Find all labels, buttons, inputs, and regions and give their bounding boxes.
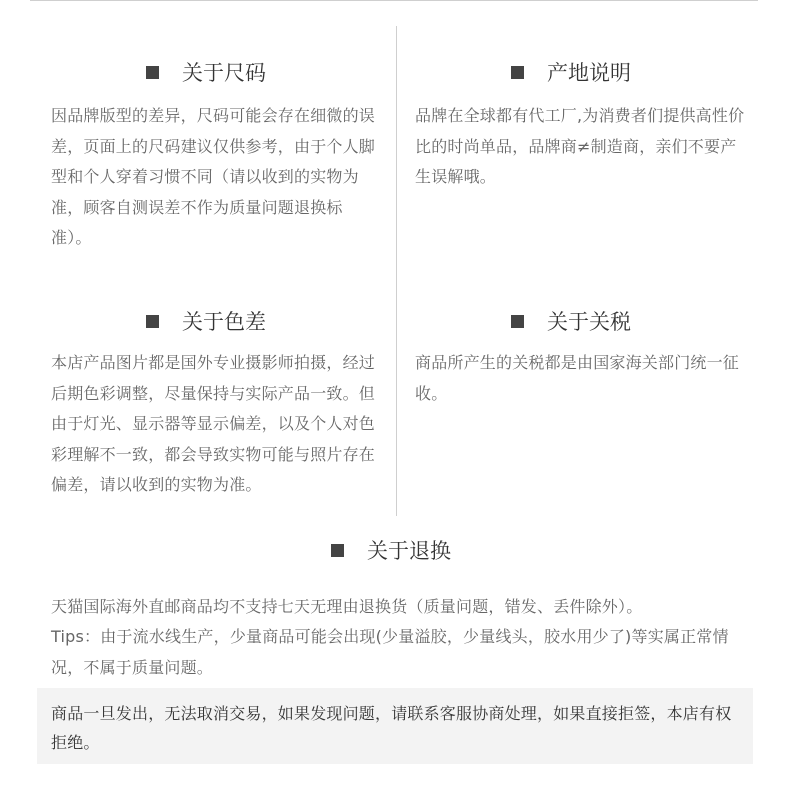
tax-text: 商品所产生的关税都是由国家海关部门统一征收。 <box>415 353 740 403</box>
square-bullet-icon <box>331 544 344 557</box>
notice-text: 商品一旦发出，无法取消交易，如果发现问题，请联系客服协商处理，如果直接拒签，本店有权拒绝。 <box>51 704 732 752</box>
tax-title: 关于关税 <box>547 310 631 334</box>
tax-heading <box>511 306 631 336</box>
top-divider <box>30 0 758 1</box>
origin-text: 品牌在全球都有代工厂,为消费者们提供高性价比的时尚单品，品牌商≠制造商，亲们不要产生误解哦。 <box>415 106 745 186</box>
color-title: 关于色差 <box>182 310 266 334</box>
color-heading <box>146 306 266 336</box>
returns-title: 关于退换 <box>367 539 451 563</box>
size-title: 关于尺码 <box>182 61 266 85</box>
size-text: 因品牌版型的差异，尺码可能会存在细微的误差，页面上的尺码建议仅供参考，由于个人脚型和个人穿着习惯不同（请以收到的实物为准，顾客自测误差不作为质量问题退换标准）。 <box>51 106 376 247</box>
returns-text: 天猫国际海外直邮商品均不支持七天无理由退换货（质量问题，错发、丢件除外）。 <box>51 597 643 616</box>
square-bullet-icon <box>146 315 159 328</box>
origin-title: 产地说明 <box>547 61 631 85</box>
size-heading <box>146 57 266 87</box>
returns-tips: Tips：由于流水线生产，少量商品可能会出现(少量溢胶，少量线头，胶水用少了)等实属正常情况，不属于质量问题。 <box>51 627 729 677</box>
column-divider <box>396 26 397 516</box>
origin-heading <box>511 57 631 87</box>
notice-box <box>37 688 753 764</box>
square-bullet-icon <box>511 66 524 79</box>
square-bullet-icon <box>146 66 159 79</box>
square-bullet-icon <box>511 315 524 328</box>
color-text: 本店产品图片都是国外专业摄影师拍摄，经过后期色彩调整，尽量保持与实际产品一致。但由于灯光、显示器等显示偏差，以及个人对色彩理解不一致，都会导致实物可能与照片存在偏差，请以收到的实物为准。 <box>51 353 376 494</box>
returns-heading <box>331 535 451 565</box>
